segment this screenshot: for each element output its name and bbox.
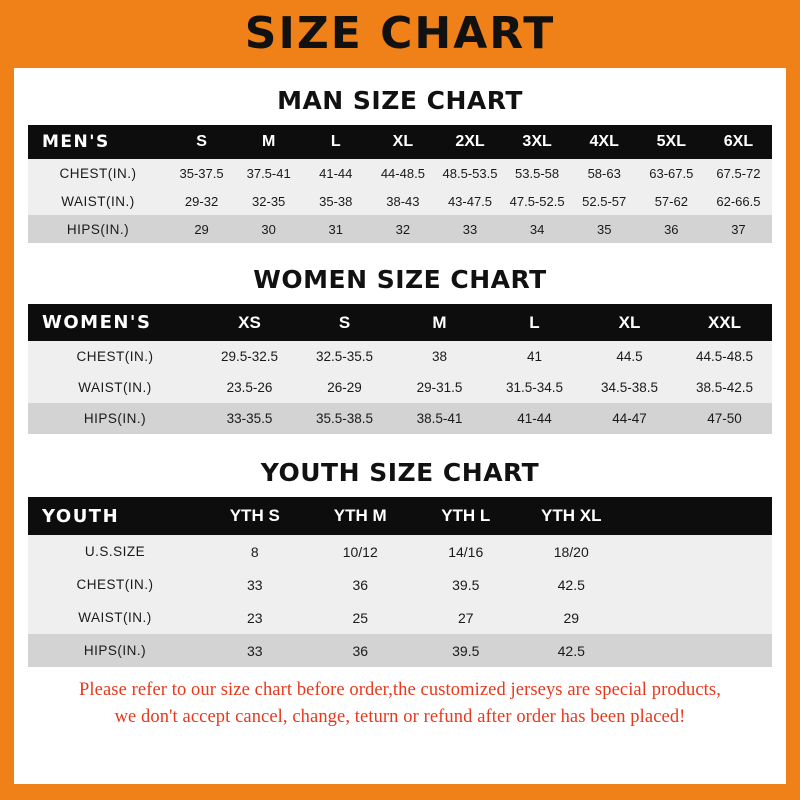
women-hips-l: 41-44	[517, 411, 552, 426]
youth-row-spacer	[624, 601, 772, 634]
women-header-s: S	[297, 304, 392, 341]
women-waist-xxl: 38.5-42.5	[695, 380, 754, 395]
men-chest-2xl: 48.5-53.5	[442, 165, 498, 181]
women-chest-s: 32.5-35.5	[315, 349, 374, 364]
youth-hips-m: 36	[352, 642, 369, 659]
men-chest-label: CHEST(IN.)	[59, 165, 137, 181]
women-hips-label: HIPS(IN.)	[83, 411, 147, 426]
men-header-s: S	[168, 125, 235, 159]
men-section-title: MAN SIZE CHART	[277, 86, 523, 115]
women-chest-m: 38	[431, 349, 448, 364]
women-waist-label: WAIST(IN.)	[78, 380, 152, 395]
men-chest-4xl: 58-63	[587, 165, 621, 181]
youth-table-body	[28, 535, 772, 667]
men-header-l: L	[302, 125, 369, 159]
men-chest-m: 37.5-41	[246, 165, 291, 181]
youth-row-spacer	[624, 634, 772, 667]
women-header-l: L	[487, 304, 582, 341]
women-chest-xl: 44.5	[616, 349, 643, 364]
men-chest-xl: 44-48.5	[380, 165, 425, 181]
table-row	[28, 341, 772, 372]
youth-waist-s: 23	[246, 609, 263, 626]
men-chest-6xl: 67.5-72	[716, 165, 761, 181]
women-waist-s: 26-29	[327, 380, 362, 395]
men-waist-2xl: 43-47.5	[447, 193, 493, 209]
women-hips-xxl: 47-50	[707, 411, 742, 426]
men-waist-3xl: 47.5-52.5	[509, 193, 565, 209]
women-header-xxl: XXL	[677, 304, 772, 341]
table-row	[28, 568, 772, 601]
men-table-head	[28, 125, 772, 159]
table-row	[28, 601, 772, 634]
men-hips-s: 29	[194, 221, 209, 237]
table-row	[28, 634, 772, 667]
youth-header-spacer	[624, 497, 772, 535]
table-row	[28, 372, 772, 403]
youth-hips-s: 33	[246, 642, 263, 659]
youth-hips-l: 39.5	[452, 642, 480, 659]
table-row	[28, 187, 772, 215]
youth-section-title: YOUTH SIZE CHART	[260, 458, 540, 487]
table-row	[28, 535, 772, 568]
men-waist-4xl: 52.5-57	[582, 193, 627, 209]
men-hips-xl: 32	[395, 221, 411, 237]
youth-ussize-l: 14/16	[448, 543, 484, 560]
youth-header-xl: YTH XL	[519, 497, 625, 535]
men-chest-3xl: 53.5-58	[515, 165, 560, 181]
men-hips-6xl: 37	[731, 221, 746, 237]
men-header-2xl: 2XL	[436, 125, 503, 159]
content	[14, 68, 786, 784]
youth-waist-label: WAIST(IN.)	[78, 610, 152, 625]
men-chest-s: 35-37.5	[179, 165, 224, 181]
youth-table-head	[28, 497, 772, 535]
men-hips-4xl: 35	[596, 221, 612, 237]
men-hips-5xl: 36	[664, 221, 679, 237]
women-hips-xl: 44-47	[612, 411, 647, 426]
women-header-m: M	[392, 304, 487, 341]
women-hips-s: 35.5-38.5	[315, 411, 374, 426]
men-chest-5xl: 63-67.5	[649, 165, 694, 181]
men-waist-label: WAIST(IN.)	[61, 193, 135, 209]
table-header-row	[28, 497, 772, 535]
youth-chest-label: CHEST(IN.)	[76, 577, 154, 592]
youth-chest-xl: 42.5	[557, 576, 585, 593]
youth-chest-m: 36	[352, 576, 369, 593]
youth-chest-l: 39.5	[452, 576, 480, 593]
notice	[24, 667, 776, 731]
table-header-row	[28, 304, 772, 341]
men-waist-6xl: 62-66.5	[716, 193, 761, 209]
women-header-xl: XL	[582, 304, 677, 341]
youth-waist-l: 27	[457, 609, 474, 626]
men-waist-xl: 38-43	[386, 193, 420, 209]
women-waist-xl: 34.5-38.5	[600, 380, 659, 395]
women-header-xs: XS	[202, 304, 297, 341]
women-chest-l: 41	[526, 349, 543, 364]
men-header-label: MEN'S	[28, 125, 168, 159]
men-table-body	[28, 159, 772, 243]
men-header-5xl: 5XL	[638, 125, 705, 159]
women-waist-xs: 23.5-26	[226, 380, 273, 395]
banner	[14, 0, 786, 68]
youth-waist-xl: 29	[563, 609, 580, 626]
youth-size-table	[28, 497, 772, 667]
women-section-title: WOMEN SIZE CHART	[253, 265, 547, 294]
table-row	[28, 159, 772, 187]
men-waist-m: 32-35	[252, 193, 286, 209]
men-hips-3xl: 34	[529, 221, 545, 237]
women-size-table	[28, 304, 772, 434]
men-size-table	[28, 125, 772, 243]
women-chest-xxl: 44.5-48.5	[695, 349, 754, 364]
men-hips-label: HIPS(IN.)	[66, 221, 130, 237]
men-hips-m: 30	[261, 221, 276, 237]
women-hips-m: 38.5-41	[416, 411, 463, 426]
youth-ussize-xl: 18/20	[553, 543, 589, 560]
youth-ussize-m: 10/12	[342, 543, 378, 560]
men-waist-l: 35-38	[319, 193, 353, 209]
table-row	[28, 215, 772, 243]
table-row	[28, 403, 772, 434]
men-header-4xl: 4XL	[571, 125, 638, 159]
youth-hips-label: HIPS(IN.)	[83, 643, 147, 658]
notice-line-2: we don't accept cancel, change, teturn or refund after order has been placed!	[114, 706, 686, 727]
notice-line-1: Please refer to our size chart before order,the customized jerseys are special products,	[79, 680, 721, 700]
women-waist-l: 31.5-34.5	[505, 380, 564, 395]
table-header-row	[28, 125, 772, 159]
women-header-label: WOMEN'S	[28, 304, 202, 341]
footer-bar	[14, 784, 786, 800]
men-chest-l: 41-44	[319, 165, 353, 181]
youth-header-m: YTH M	[308, 497, 414, 535]
women-table-head	[28, 304, 772, 341]
men-waist-5xl: 57-62	[654, 193, 688, 209]
men-hips-l: 31	[328, 221, 343, 237]
youth-hips-xl: 42.5	[557, 642, 585, 659]
men-header-m: M	[235, 125, 302, 159]
women-chest-xs: 29.5-32.5	[220, 349, 279, 364]
youth-waist-m: 25	[352, 609, 369, 626]
youth-ussize-s: 8	[250, 543, 259, 560]
men-header-xl: XL	[369, 125, 436, 159]
men-hips-2xl: 33	[462, 221, 478, 237]
youth-header-l: YTH L	[413, 497, 519, 535]
youth-ussize-label: U.S.SIZE	[84, 544, 146, 559]
men-waist-s: 29-32	[184, 193, 219, 209]
youth-row-spacer	[624, 535, 772, 568]
women-waist-m: 29-31.5	[416, 380, 463, 395]
youth-row-spacer	[624, 568, 772, 601]
women-chest-label: CHEST(IN.)	[76, 349, 154, 364]
men-header-6xl: 6XL	[705, 125, 772, 159]
youth-chest-s: 33	[246, 576, 263, 593]
women-table-body	[28, 341, 772, 434]
youth-header-s: YTH S	[202, 497, 308, 535]
men-header-3xl: 3XL	[504, 125, 571, 159]
women-hips-xs: 33-35.5	[226, 411, 273, 426]
banner-title: SIZE CHART	[244, 8, 556, 59]
youth-header-label: YOUTH	[28, 497, 202, 535]
